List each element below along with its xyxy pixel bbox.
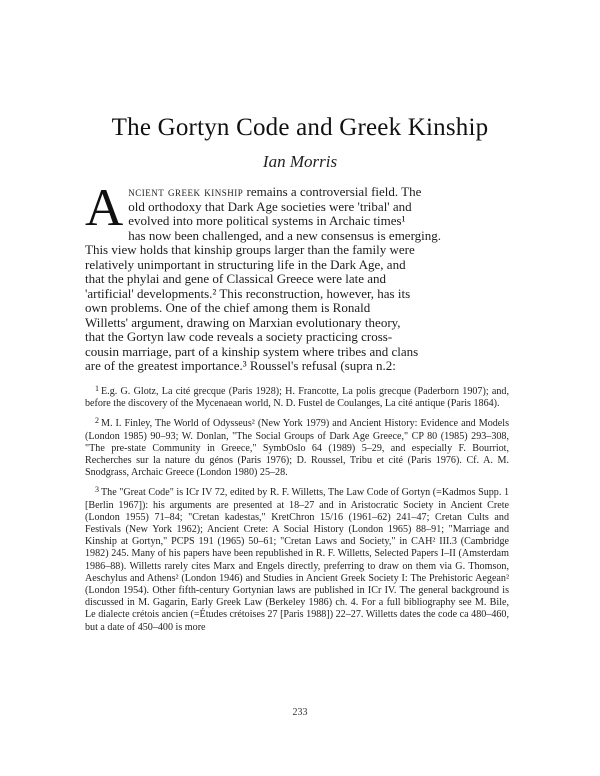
drop-cap: A <box>85 179 124 237</box>
footnote-text: The "Great Code" is ICr IV 72, edited by R. F. Willetts, The Law Code of Gortyn (=Kadmos Supp. 1 [Berlin 1967]): his arguments are presented at 18–27 and in Aristocratic Society in Ancient Crete (London 1955) 71–84; "Cretan kadestas," KretChron 15/16 (1961–62) 241–47; Cretan Cults and Festivals (New York 1962); Ancient Crete: A Social History (London 1965) 88–91; "Marriage and Kinship at Gortyn," PCPS 191 (1965) 50–61; "Cretan Laws and Society," in CAH² III.3 (Cambridge 1982) 245. Many of his papers have been republished in R. F. Willetts, Selected Papers I–II (Amsterdam 1986–88). Willetts rarely cites Marx and Engels directly, preferring to draw on them via G. Thomson, Aeschylus and Athens² (London 1946) and Studies in Ancient Greek Society I: The Prehistoric Aegean² (London 1954). Other fifth-century Gortynian laws are published in ICr IV. The general background is discussed in M. Gagarin, Early Greek Law (Berkeley 1986) ch. 4. For a full bibliography see M. Bile, Le dialecte crétois ancien (=Études crétoises 27 [Paris 1988]) 22–27. Willetts dates the code ca 480–460, but a date of 450–400 is more <box>85 487 509 633</box>
body-text <box>85 179 509 374</box>
footnote-number: 2 <box>95 416 99 426</box>
footnotes <box>85 383 509 634</box>
footnote-number: 1 <box>95 384 99 393</box>
footnote <box>85 415 509 479</box>
footnote <box>85 383 509 410</box>
footnote <box>85 484 509 633</box>
body-line: are of the greatest importance.³ Roussel's refusal (supra n.2: <box>85 358 396 373</box>
body-line: own problems. One of the chief among them is Ronald <box>85 300 371 315</box>
body-line: evolved into more political systems in Archaic times¹ <box>128 213 406 228</box>
body-line: relatively unimportant in structuring life in the Dark Age, and <box>85 256 406 272</box>
body-line <box>85 185 509 200</box>
footnote-text: E.g. G. Glotz, La cité grecque (Paris 1928); H. Francotte, La polis grecque (Paderborn 1907); and, before the discovery of the Mycenaean world, N. D. Fustel de Coulanges, La cité antique (Paris 1864). <box>85 386 509 410</box>
lead-small-caps: ncient greek kinship <box>128 184 244 199</box>
body-line: This view holds that kinship groups larger than the family were <box>85 242 415 257</box>
body-line: has now been challenged, and a new consensus is emerging. <box>128 227 442 243</box>
body-line: that the Gortyn law code reveals a society practicing cross- <box>85 329 393 344</box>
body-line: Willetts' argument, drawing on Marxian evolutionary theory, <box>85 314 401 330</box>
page-number: 233 <box>292 707 308 718</box>
footnote-text: M. I. Finley, The World of Odysseus² (New York 1979) and Ancient History: Evidence and Models (London 1985) 90–93; W. Donlan, "The Social Groups of Dark Age Greece," CP 80 (1985) 293–308, "The pre-state Community in Greece," SymbOslo 64 (1989) 5–29, and especially F. Bourriot, Recherches sur la nature du génos (Paris 1976); D. Roussel, Tribu et cité (Paris 1976). Cf. A. M. Snodgrass, Archaic Greece (London 1980) 25–28. <box>85 418 509 479</box>
article-author: Ian Morris <box>262 152 338 171</box>
body-line-text: remains a controversial field. The <box>243 184 422 199</box>
article-title: The Gortyn Code and Greek Kinship <box>111 114 489 141</box>
body-line: old orthodoxy that Dark Age societies were 'tribal' and <box>128 198 412 214</box>
body-line: that the phylai and gene of Classical Greece were late and <box>85 271 387 286</box>
body-line: 'artificial' developments.² This reconstruction, however, has its <box>85 285 411 301</box>
body-line: cousin marriage, part of a kinship system where tribes and clans <box>85 343 419 359</box>
footnote-number: 3 <box>95 485 99 495</box>
